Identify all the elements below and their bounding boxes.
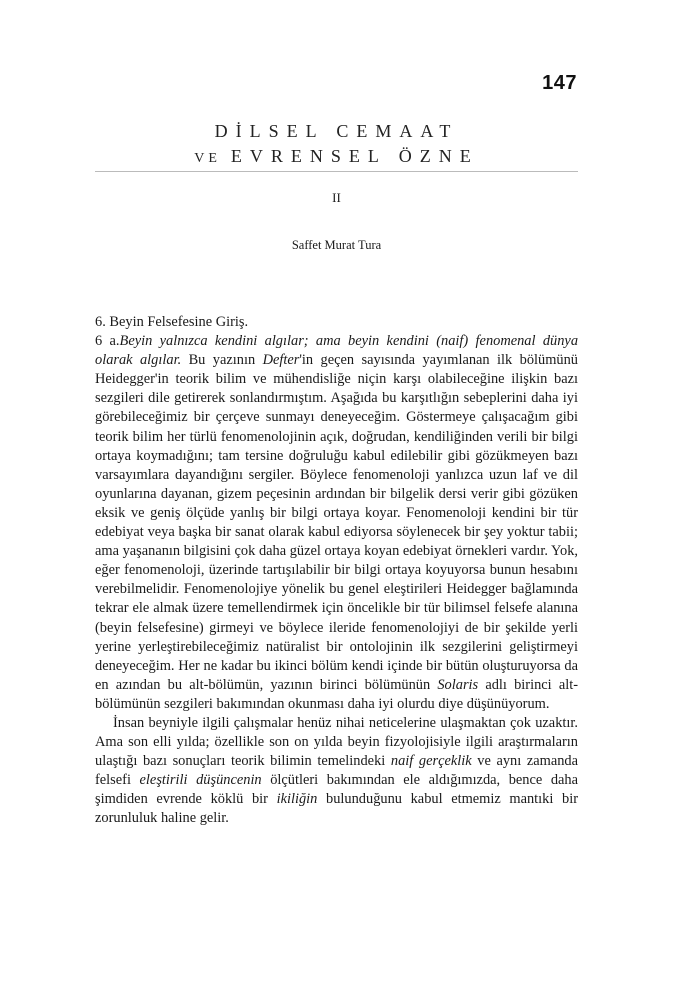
paragraph-1	[95, 332, 578, 714]
page-number: 147	[542, 72, 577, 94]
paragraph-1-text-c: adlı birinci alt-bölümünün sezgileri bakımından okunması daha iyi olurdu diye düşünüyorum.	[95, 676, 578, 712]
subsection-reference: Solaris	[437, 676, 479, 693]
emphasis-naif-gerceklik: naif gerçeklik	[390, 753, 472, 770]
author-name: Saffet Murat Tura	[291, 238, 382, 252]
emphasis-elestirili-dusunce: eleştirili düşüncenin	[139, 772, 262, 789]
paragraph-2-text-c: ölçütleri bakımından ele aldığımızda, bence daha şimdiden evrende köklü bir	[95, 772, 579, 808]
paragraph-1-text-b: 'in geçen sayısında yayımlanan ilk bölümünü Heidegger'in teorik bilim ve mühendisliğe niçin karşı olabileceğine ilişkin bazı sezgileri dile getirerek sonlandırmıştım. Aşağıda bu karşıtlığın sebeplerini daha iyi görebileceğimiz bir çerçeve sunmayı deneyeceğim. Göstermeye çalışacağım gibi teorik bilim her türlü fenomenolojinin açık, doğrudan, kendiliğinden verili bir bilgi ortaya koymadığını; tam tersine doğruluğu kabul edilebilir gibi gözükmeyen bazı varsayımlara dayandığını sergiler. Böylece fenomenoloji yanlızca uzun laf ve dil oyunlarına dayanan, gizem peçesinin ardından bir bilgelik dersi verir gibi gözüken eksik ve geniş ölçüde yanlış bir bilgi ortaya koyar. Fenomenoloji kendini bir tür edebiyat veya başka bir sanat olarak kabul ediyorsa söylenecek bir şey yoktur tabii; ama yaşananın bilgisini çok daha güzel ortaya koyan edebiyat örnekleri vardır. Yok, eğer fenomenoloji, üzerinde tartışılabilir bir bilgi ortaya koyuyorsa bunun hesabını verebilmelidir. Fenomenolojiye yönelik bu genel eleştirileri Heidegger bağlamında tekrar ele almak üzere temellendirmek için öncelikle bir tür bilimsel felsefe alanına (beyin felsefesine) girmeyi ve böylece ileride fenomenolojiyi de bir şekilde yerli yerine yerleştirebileceğimiz natüralist bir ontolojinin ilk sezgilerini geliştirmeyi deneyeceğim. Her ne kadar bu ikinci bölüm kendi içinde bir bütün oluşturuyorsa da en azından bu alt-bölümün, yazının birinci bölümünün	[95, 352, 578, 693]
paragraph-1-text-a: Bu yazının	[181, 352, 263, 369]
section-heading: 6. Beyin Felsefesine Giriş.	[95, 314, 249, 330]
article-title-line2	[95, 146, 578, 167]
paragraph-2-text-b: ve aynı zamanda felsefi	[95, 753, 578, 789]
article-body	[95, 313, 578, 829]
title-divider	[95, 171, 578, 172]
article-title-line1: DİLSEL CEMAAT	[214, 121, 459, 141]
paragraph-2	[95, 714, 578, 829]
paragraph-2-text-a: İnsan beyniyle ilgili çalışmalar henüz nihai neticelerine ulaşmaktan çok uzaktır. Ama son elli yılda; özellikle son on yılda beyin fizyolojisiyle ilgili araştırmaların ulaştığı bazı sonuçları teorik bilimin temelindeki	[95, 714, 578, 770]
journal-name: Defter	[262, 352, 300, 369]
subsection-thesis: Beyin yalnızca kendini algılar; ama beyin kendini (naif) fenomenal dünya olarak algılar.	[95, 333, 579, 369]
paragraph-2-text-d: bulunduğunu kabul etmemiz mantıki bir zorunluluk haline gelir.	[95, 791, 578, 827]
part-number: II	[332, 190, 341, 205]
title-line2-text: EVRENSEL ÖZNE	[230, 146, 479, 166]
title-conjunction: VE	[194, 151, 221, 166]
subsection-label: 6 a.	[95, 333, 120, 350]
emphasis-ikilik: ikiliğin	[276, 791, 318, 808]
